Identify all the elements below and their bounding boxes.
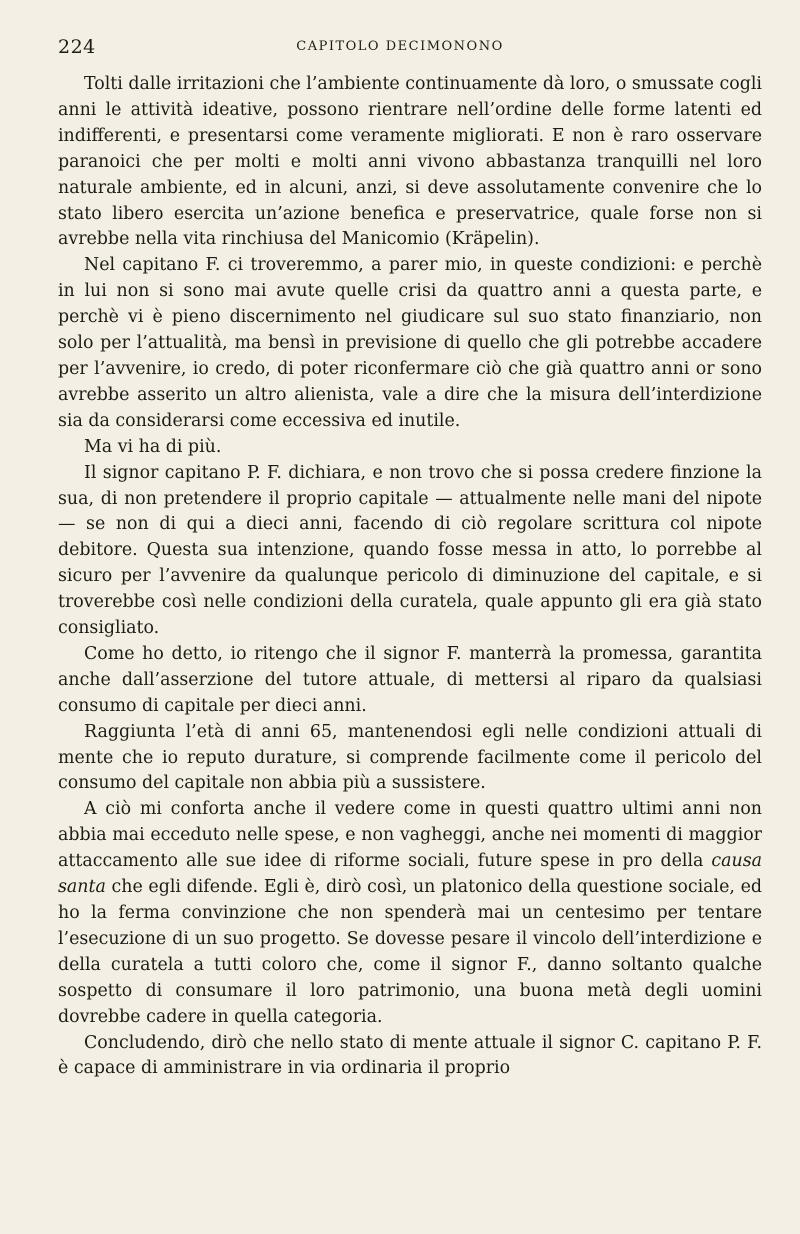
page-header [0, 36, 800, 62]
paragraph: Come ho detto, io ritengo che il signor F. manterrà la promessa, garantita anche dall’asserzione del tutore attuale, di mettersi al riparo da qualsiasi consumo di capitale per dieci anni. [58, 643, 762, 716]
page-number: 224 [58, 36, 96, 58]
paragraph [58, 797, 762, 1030]
emphasis-text: causa santa [58, 851, 762, 898]
paragraph: Tolti dalle irritazioni che l’ambiente continuamente dà loro, o smussate cogli anni le attività ideative, possono rientrare nell’ordine delle forme latenti ed indifferenti, e presentarsi come veramente migliorati. E non è raro osservare paranoici che per molti e molti anni vivono abbastanza tranquilli nel loro naturale ambiente, ed in alcuni, anzi, si deve assolutamente convenire che lo stato libero esercita un’azione benefica e preservatrice, quale forse non si avrebbe nella vita rinchiusa del Manicomio (Kräpelin). [58, 74, 762, 250]
paragraph: Ma vi ha di più. [84, 436, 222, 457]
paragraph-text: che egli difende. Egli è, dirò così, un platonico della questione sociale, ed ho la ferma convinzione che non spenderà mai un centesimo per tentare l’esecuzione di un suo progetto. Se dovesse pesare il vincolo dell’interdizione e della curatela a tutti coloro che, come il signor F., danno soltanto qualche sospetto di consumare il loro patrimonio, una buona metà degli uomini dovrebbe cadere in quella categoria. [58, 877, 762, 1027]
paragraph: Concludendo, dirò che nello stato di mente attuale il signor C. capitano P. F. è capace di amministrare in via ordinaria il proprio [58, 1032, 762, 1079]
paragraph-text: A ciò mi conforta anche il vedere come in questi quattro ultimi anni non abbia mai ecceduto nelle spese, e non vagheggi, anche nei momenti di maggior attaccamento alle sue idee di riforme sociali, future spese in pro della [58, 799, 762, 872]
paragraph: Nel capitano F. ci troveremmo, a parer mio, in queste condizioni: e perchè in lui non si sono mai avute quelle crisi da quattro anni a questa parte, e perchè vi è pieno discernimento nel giudicare sul suo stato finanziario, non solo per l’attualità, ma bensì in previsione di quello che gli potrebbe accadere per l’avvenire, io credo, di poter riconfermare ciò che già quattro anni or sono avrebbe asserito un altro alienista, vale a dire che la misura dell’interdizione sia da considerarsi come eccessiva ed inutile. [58, 255, 762, 431]
running-title: CAPITOLO DECIMONONO [296, 39, 504, 54]
paragraph: Raggiunta l’età di anni 65, mantenendosi egli nelle condizioni attuali di mente che io reputo durature, si comprende facilmente come il pericolo del consumo del capitale non abbia più a sussistere. [58, 721, 762, 794]
body-text [58, 72, 762, 1082]
paragraph: Il signor capitano P. F. dichiara, e non trovo che si possa credere finzione la sua, di non pretendere il proprio capitale — attualmente nelle mani del nipote — se non di qui a dieci anni, facendo di ciò regolare scrittura col nipote debitore. Questa sua intenzione, quando fosse messa in atto, lo porrebbe al sicuro per l’avvenire da qualunque pericolo di diminuzione del capitale, e si troverebbe così nelle condizioni della curatela, quale appunto gli era già stato consigliato. [58, 462, 762, 639]
